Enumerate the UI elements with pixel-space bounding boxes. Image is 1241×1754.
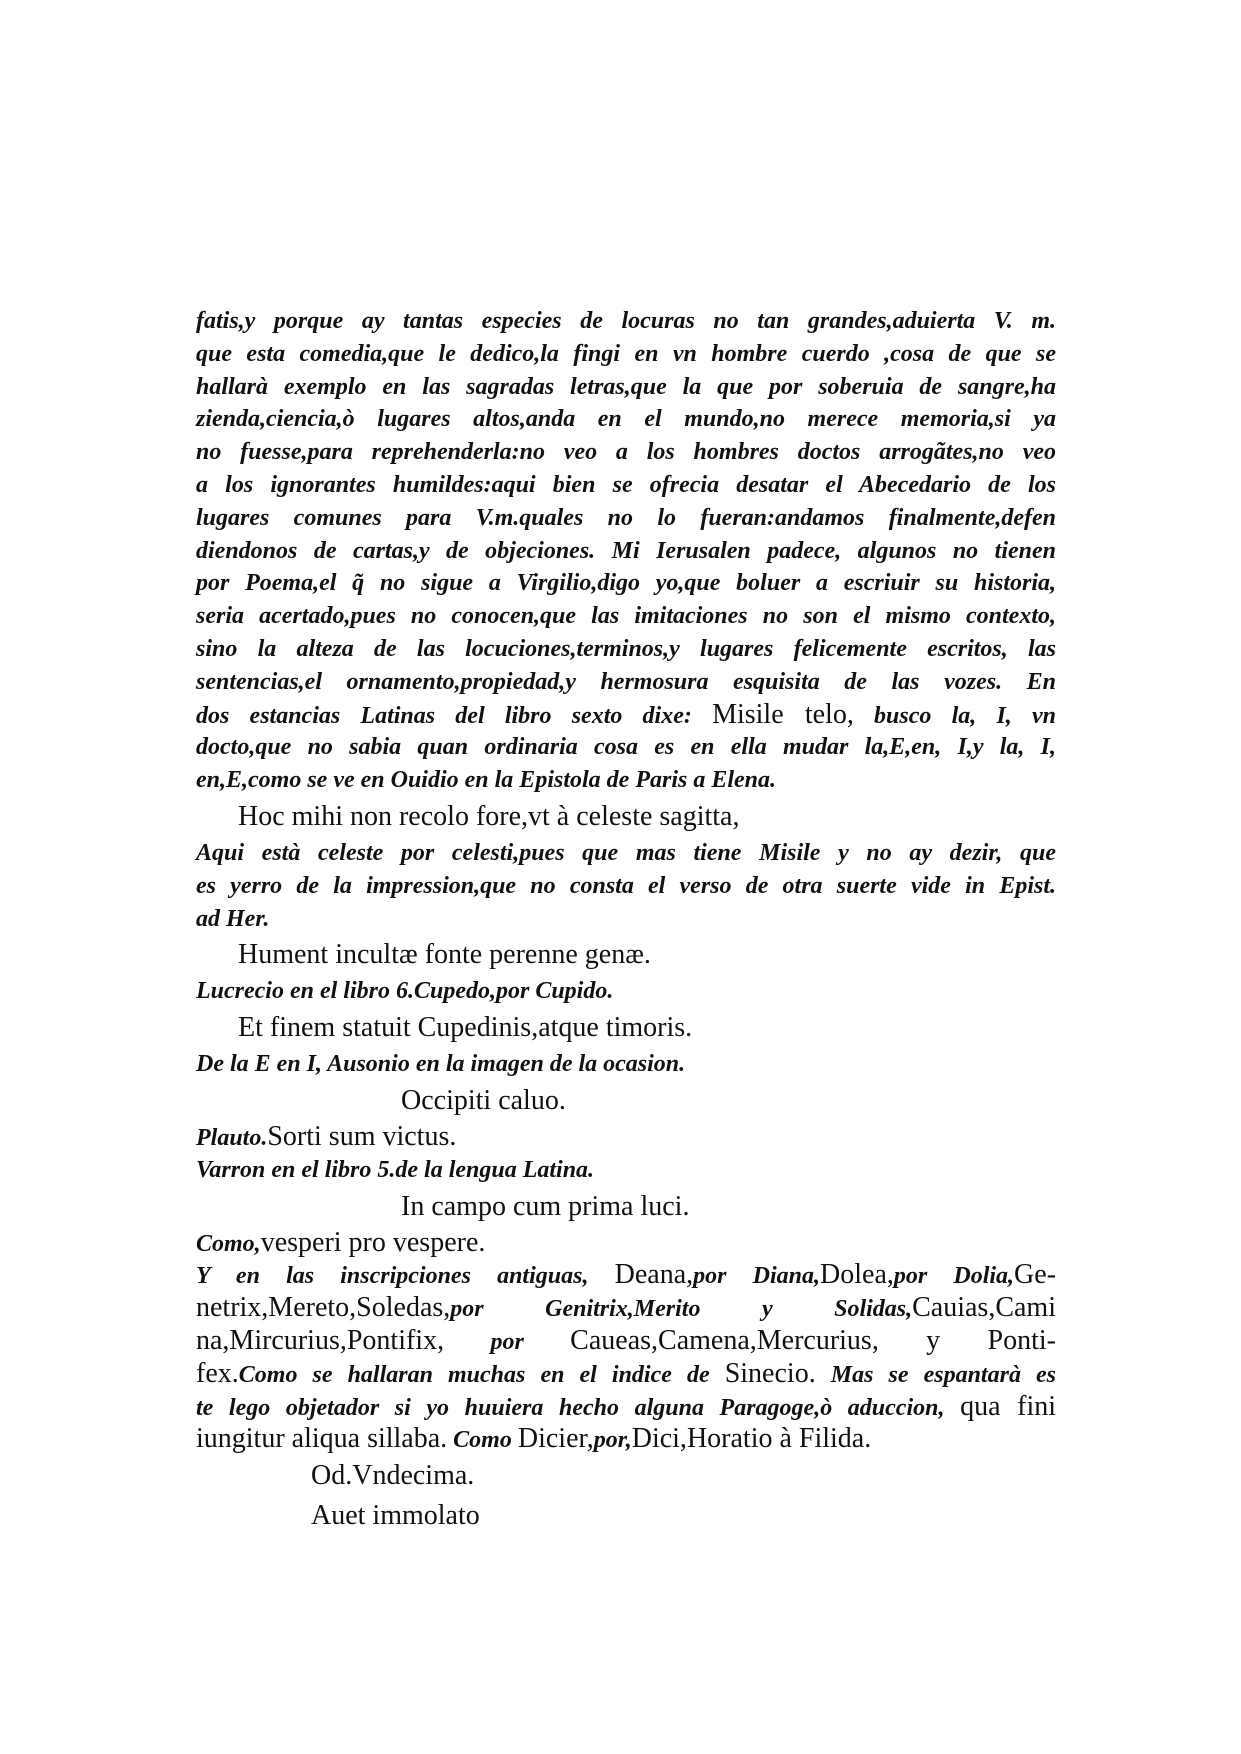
text-line-content: docto,que no sabia quan ordinaria cosa es en ella mudar la,E,en, I,y la, I, bbox=[196, 734, 1056, 761]
text-line-content: zienda,ciencia,ò lugares altos,anda en el mundo,no merece memoria,si ya bbox=[196, 406, 1056, 433]
text-line bbox=[196, 338, 1056, 371]
text-line-content: Como se hallaran muchas en el indice de bbox=[238, 1361, 710, 1388]
latin-word: Deana, bbox=[614, 1259, 694, 1291]
text-line-content: sino la alteza de las locuciones,terminos,y lugares felicemente escritos, las bbox=[196, 635, 1056, 662]
text-line-content: fatis,y porque ay tantas especies de locuras no tan grandes,aduierta V. m. bbox=[196, 308, 1056, 334]
latin-word: Sinecio. bbox=[724, 1357, 816, 1389]
text-line bbox=[196, 731, 1056, 764]
text-line-content: sentencias,el ornamento,propiedad,y hermosura esquisita de las vozes. En bbox=[196, 668, 1056, 695]
text-line bbox=[196, 1391, 1056, 1424]
latin-word: Cauias,Cami bbox=[912, 1292, 1056, 1324]
text-line bbox=[196, 1292, 1056, 1325]
text-line bbox=[196, 600, 1056, 633]
text-line bbox=[196, 1154, 1056, 1187]
text-line bbox=[196, 975, 1056, 1008]
latin-verse-text: Et finem statuit Cupedinis,atque timoris. bbox=[238, 1012, 693, 1044]
latin-quote: iungitur aliqua sillaba. bbox=[196, 1423, 448, 1455]
text-line bbox=[196, 903, 1056, 936]
text-line-content: hallarà exemplo en las sagradas letras,que la que por soberuia de sangre,ha bbox=[196, 373, 1056, 400]
text-line-content: De la E en I, Ausonio en la imagen de la ocasion. bbox=[196, 1051, 686, 1078]
text-line bbox=[196, 837, 1056, 870]
text-line bbox=[196, 666, 1056, 699]
latin-word: Caueas,Camena,Mercurius, y Ponti- bbox=[570, 1324, 1056, 1356]
text-line bbox=[196, 469, 1056, 502]
text-line-content: diendonos de cartas,y de objeciones. Mi Ierusalen padece, algunos no tienen bbox=[196, 537, 1056, 564]
text-line bbox=[196, 1358, 1056, 1391]
latin-verse bbox=[196, 1187, 1056, 1227]
text-line bbox=[196, 502, 1056, 535]
text-line bbox=[196, 1048, 1056, 1081]
text-line-content: que esta comedia,que le dedico,la fingi en vn hombre cuerdo ,cosa de que se bbox=[196, 340, 1056, 367]
text-line-content: es yerro de la impression,que no consta el verso de otra suerte vide in Epist. bbox=[196, 872, 1056, 899]
latin-word: Ge- bbox=[1014, 1259, 1057, 1291]
text-line bbox=[196, 403, 1056, 436]
text-line-content: dos estancias Latinas del libro sexto dixe: bbox=[196, 702, 692, 729]
latin-verse bbox=[196, 1008, 1056, 1048]
text-line bbox=[196, 1423, 1056, 1456]
latin-quote: vesperi pro vespere. bbox=[260, 1226, 486, 1258]
text-line-content: por Dolia, bbox=[893, 1263, 1015, 1290]
text-line bbox=[196, 1121, 1056, 1154]
text-line-content: en,E,como se ve en Ouidio en la Epistola de Paris a Elena. bbox=[196, 767, 776, 794]
text-line bbox=[196, 371, 1056, 404]
latin-verse-text: Auet immolato bbox=[311, 1500, 480, 1532]
text-line-content: no fuesse,para reprehenderla:no veo a los hombres doctos arrogãtes,no veo bbox=[196, 439, 1056, 466]
latin-verse-text: Hoc mihi non recolo fore,vt à celeste sagitta, bbox=[238, 800, 740, 832]
text-line bbox=[196, 535, 1056, 568]
text-line-content: por, bbox=[593, 1427, 632, 1454]
latin-word: Dolea, bbox=[820, 1259, 894, 1291]
latin-quote: Sorti sum victus. bbox=[267, 1120, 457, 1152]
text-line-content: Plauto. bbox=[196, 1124, 268, 1151]
text-line-content: busco la, I, vn bbox=[874, 702, 1056, 729]
latin-verse bbox=[196, 935, 1056, 975]
page-text-block bbox=[196, 305, 1056, 1536]
latin-verse-text: In campo cum prima luci. bbox=[401, 1190, 690, 1222]
text-line bbox=[196, 436, 1056, 469]
text-line-content: ad Her. bbox=[196, 905, 270, 932]
text-line bbox=[196, 305, 1056, 338]
text-line bbox=[196, 1259, 1056, 1292]
latin-verse-text: Occipiti caluo. bbox=[401, 1084, 566, 1116]
text-line-content: te lego objetador si yo huuiera hecho alguna Paragoge,ò aduccion, bbox=[196, 1394, 945, 1421]
text-line bbox=[196, 567, 1056, 600]
latin-word: netrix,Mereto,Soledas, bbox=[196, 1292, 451, 1324]
text-line bbox=[196, 870, 1056, 903]
text-line-content: Mas se espantarà es bbox=[830, 1361, 1057, 1388]
text-line bbox=[196, 1325, 1056, 1358]
text-line-content: por Genitrix,Merito y Solidas, bbox=[450, 1296, 913, 1323]
text-line bbox=[196, 764, 1056, 797]
latin-word: qua fini bbox=[960, 1390, 1057, 1422]
text-line bbox=[196, 633, 1056, 666]
latin-word: Horatio à Filida. bbox=[686, 1423, 872, 1455]
text-line-content: seria acertado,pues no conocen,que las imitaciones no son el mismo contexto, bbox=[196, 603, 1056, 630]
text-line-content: Aqui està celeste por celesti,pues que mas tiene Misile y no ay dezir, que bbox=[196, 839, 1056, 866]
text-line-content: lugares comunes para V.m.quales no lo fueran:andamos finalmente,defen bbox=[196, 504, 1056, 531]
text-line bbox=[196, 699, 1056, 732]
latin-word: fex. bbox=[196, 1357, 239, 1389]
text-line-content: Lucrecio en el libro 6.Cupedo,por Cupido. bbox=[196, 978, 614, 1005]
text-line-content: Como, bbox=[196, 1230, 261, 1257]
latin-verse bbox=[196, 1496, 1056, 1536]
latin-quote: Misile telo, bbox=[712, 698, 854, 730]
text-line-content: Varron en el libro 5.de la lengua Latina. bbox=[196, 1156, 595, 1183]
latin-verse bbox=[196, 1081, 1056, 1121]
latin-verse bbox=[196, 1456, 1056, 1496]
text-line bbox=[196, 1227, 1056, 1260]
text-line-content: por Poema,el q̃ no sigue a Virgilio,digo yo,que boluer a escriuir su historia, bbox=[196, 570, 1056, 597]
latin-word: Dici, bbox=[631, 1423, 687, 1455]
text-line-content: por bbox=[490, 1328, 524, 1355]
latin-verse-text: Hument incultæ fonte perenne genæ. bbox=[238, 939, 651, 971]
latin-verse bbox=[196, 797, 1056, 837]
text-line-content: Como bbox=[453, 1427, 512, 1454]
latin-verse-text: Od.Vndecima. bbox=[311, 1460, 475, 1492]
text-line-content: por Diana, bbox=[693, 1263, 821, 1290]
latin-word: na,Mircurius,Pontifix, bbox=[196, 1324, 445, 1356]
text-line-content: Y en las inscripciones antiguas, bbox=[196, 1263, 589, 1290]
latin-word: Dicier, bbox=[517, 1423, 594, 1455]
text-line-content: a los ignorantes humildes:aqui bien se ofrecia desatar el Abecedario de los bbox=[196, 471, 1056, 498]
